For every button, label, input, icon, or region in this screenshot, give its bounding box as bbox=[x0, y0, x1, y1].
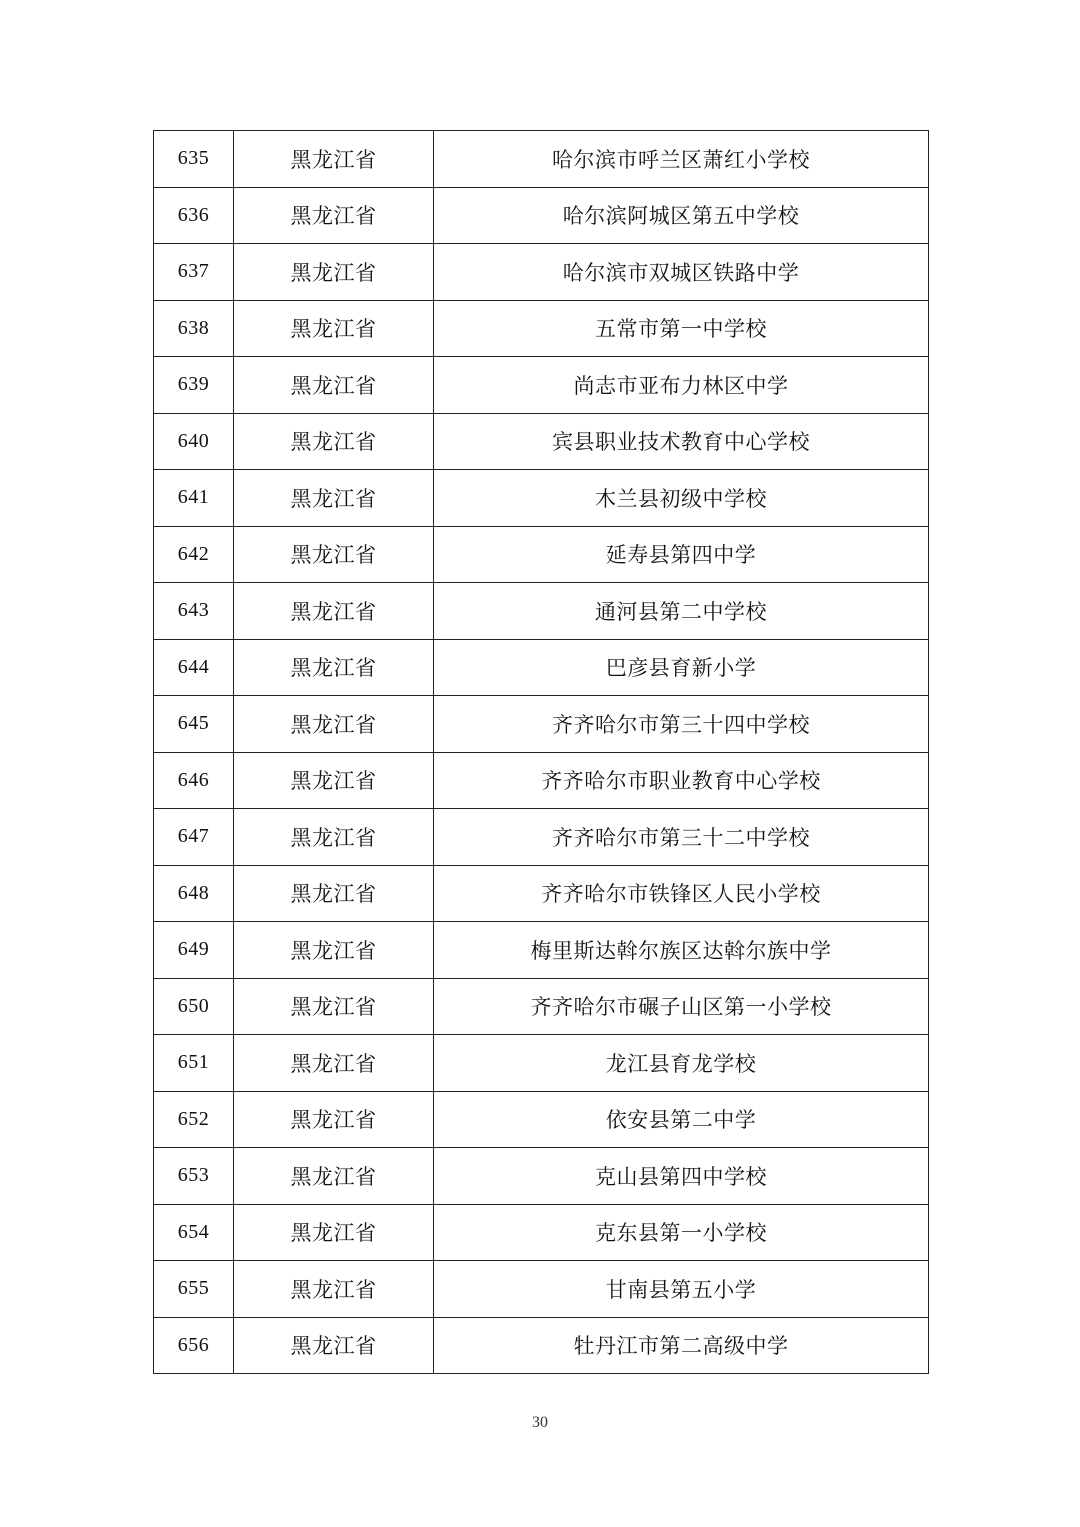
table-row bbox=[154, 1035, 929, 1092]
school-name-cell: 哈尔滨市双城区铁路中学 bbox=[434, 244, 929, 301]
school-name-cell: 延寿县第四中学 bbox=[434, 526, 929, 583]
province-cell: 黑龙江省 bbox=[234, 752, 434, 809]
province-cell: 黑龙江省 bbox=[234, 1035, 434, 1092]
school-name-cell: 依安县第二中学 bbox=[434, 1091, 929, 1148]
table-row bbox=[154, 865, 929, 922]
school-name-cell: 哈尔滨阿城区第五中学校 bbox=[434, 187, 929, 244]
row-number-cell: 644 bbox=[154, 639, 234, 696]
school-name-cell: 尚志市亚布力林区中学 bbox=[434, 357, 929, 414]
row-number-cell: 655 bbox=[154, 1261, 234, 1318]
table-row bbox=[154, 1091, 929, 1148]
row-number-cell: 652 bbox=[154, 1091, 234, 1148]
table-row bbox=[154, 1204, 929, 1261]
row-number-cell: 637 bbox=[154, 244, 234, 301]
province-cell: 黑龙江省 bbox=[234, 413, 434, 470]
province-cell: 黑龙江省 bbox=[234, 244, 434, 301]
row-number-cell: 640 bbox=[154, 413, 234, 470]
school-name-cell: 五常市第一中学校 bbox=[434, 300, 929, 357]
province-cell: 黑龙江省 bbox=[234, 1317, 434, 1374]
row-number-cell: 651 bbox=[154, 1035, 234, 1092]
table-row bbox=[154, 413, 929, 470]
province-cell: 黑龙江省 bbox=[234, 696, 434, 753]
row-number-cell: 636 bbox=[154, 187, 234, 244]
table-row bbox=[154, 922, 929, 979]
school-name-cell: 宾县职业技术教育中心学校 bbox=[434, 413, 929, 470]
province-cell: 黑龙江省 bbox=[234, 1091, 434, 1148]
province-cell: 黑龙江省 bbox=[234, 978, 434, 1035]
school-name-cell: 甘南县第五小学 bbox=[434, 1261, 929, 1318]
row-number-cell: 646 bbox=[154, 752, 234, 809]
row-number-cell: 638 bbox=[154, 300, 234, 357]
school-name-cell: 巴彦县育新小学 bbox=[434, 639, 929, 696]
school-name-cell: 梅里斯达斡尔族区达斡尔族中学 bbox=[434, 922, 929, 979]
table-row bbox=[154, 752, 929, 809]
table-row bbox=[154, 526, 929, 583]
table-row bbox=[154, 1148, 929, 1205]
school-name-cell: 克东县第一小学校 bbox=[434, 1204, 929, 1261]
row-number-cell: 635 bbox=[154, 131, 234, 188]
table-row bbox=[154, 978, 929, 1035]
table-row bbox=[154, 583, 929, 640]
province-cell: 黑龙江省 bbox=[234, 526, 434, 583]
school-name-cell: 龙江县育龙学校 bbox=[434, 1035, 929, 1092]
table-row bbox=[154, 131, 929, 188]
school-name-cell: 木兰县初级中学校 bbox=[434, 470, 929, 527]
row-number-cell: 649 bbox=[154, 922, 234, 979]
province-cell: 黑龙江省 bbox=[234, 300, 434, 357]
row-number-cell: 643 bbox=[154, 583, 234, 640]
school-name-cell: 牡丹江市第二高级中学 bbox=[434, 1317, 929, 1374]
school-name-cell: 齐齐哈尔市职业教育中心学校 bbox=[434, 752, 929, 809]
page-number: 30 bbox=[532, 1414, 548, 1431]
school-name-cell: 齐齐哈尔市碾子山区第一小学校 bbox=[434, 978, 929, 1035]
province-cell: 黑龙江省 bbox=[234, 583, 434, 640]
table-row bbox=[154, 187, 929, 244]
province-cell: 黑龙江省 bbox=[234, 1148, 434, 1205]
province-cell: 黑龙江省 bbox=[234, 470, 434, 527]
province-cell: 黑龙江省 bbox=[234, 809, 434, 866]
school-name-cell: 哈尔滨市呼兰区萧红小学校 bbox=[434, 131, 929, 188]
province-cell: 黑龙江省 bbox=[234, 357, 434, 414]
table-row bbox=[154, 809, 929, 866]
school-name-cell: 齐齐哈尔市第三十二中学校 bbox=[434, 809, 929, 866]
province-cell: 黑龙江省 bbox=[234, 1261, 434, 1318]
school-list-table bbox=[153, 130, 929, 1374]
row-number-cell: 647 bbox=[154, 809, 234, 866]
row-number-cell: 645 bbox=[154, 696, 234, 753]
row-number-cell: 650 bbox=[154, 978, 234, 1035]
table-row bbox=[154, 357, 929, 414]
row-number-cell: 654 bbox=[154, 1204, 234, 1261]
school-name-cell: 齐齐哈尔市铁锋区人民小学校 bbox=[434, 865, 929, 922]
table-row bbox=[154, 639, 929, 696]
row-number-cell: 656 bbox=[154, 1317, 234, 1374]
school-name-cell: 齐齐哈尔市第三十四中学校 bbox=[434, 696, 929, 753]
province-cell: 黑龙江省 bbox=[234, 1204, 434, 1261]
province-cell: 黑龙江省 bbox=[234, 865, 434, 922]
row-number-cell: 642 bbox=[154, 526, 234, 583]
table-row bbox=[154, 470, 929, 527]
table-row bbox=[154, 1317, 929, 1374]
table-row bbox=[154, 1261, 929, 1318]
province-cell: 黑龙江省 bbox=[234, 187, 434, 244]
table-row bbox=[154, 300, 929, 357]
row-number-cell: 648 bbox=[154, 865, 234, 922]
row-number-cell: 653 bbox=[154, 1148, 234, 1205]
row-number-cell: 639 bbox=[154, 357, 234, 414]
table-body bbox=[154, 131, 929, 1374]
row-number-cell: 641 bbox=[154, 470, 234, 527]
province-cell: 黑龙江省 bbox=[234, 639, 434, 696]
table-row bbox=[154, 244, 929, 301]
school-name-cell: 通河县第二中学校 bbox=[434, 583, 929, 640]
province-cell: 黑龙江省 bbox=[234, 131, 434, 188]
school-name-cell: 克山县第四中学校 bbox=[434, 1148, 929, 1205]
table-row bbox=[154, 696, 929, 753]
province-cell: 黑龙江省 bbox=[234, 922, 434, 979]
